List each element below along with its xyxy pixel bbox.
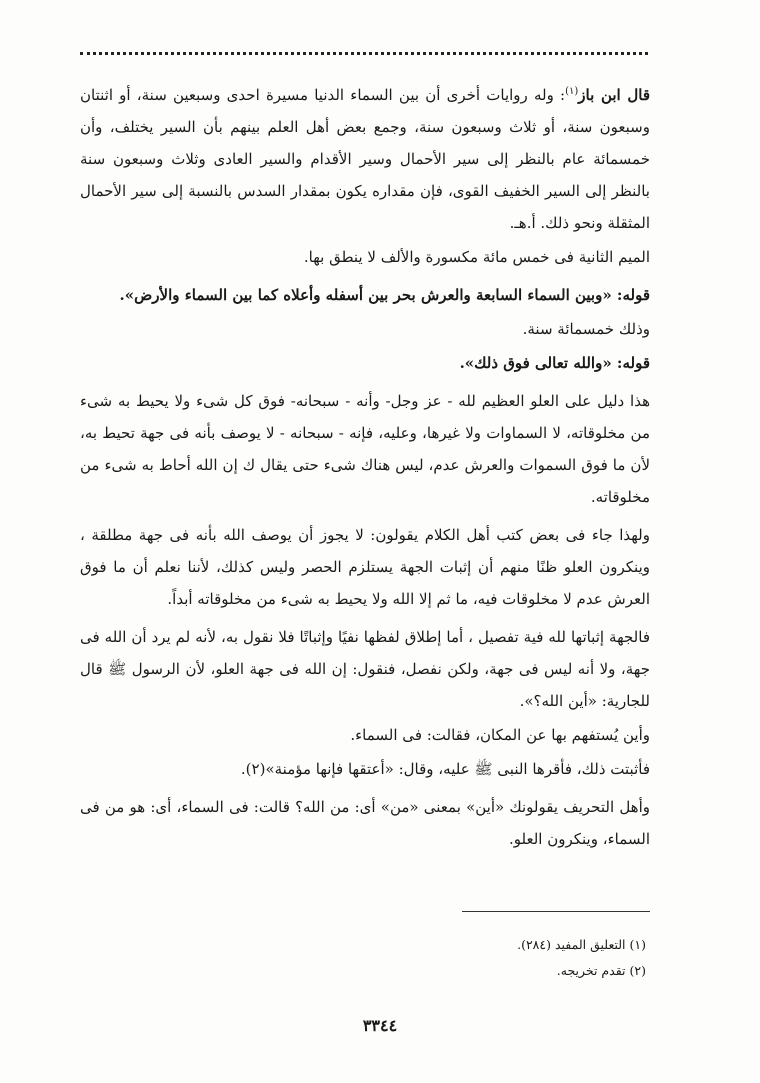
paragraph-text: فأثبتت ذلك، فأقرها النبى ﷺ عليه، وقال: «أعتقها فإنها مؤمنة»(٢). [240,760,650,778]
paragraph-meem [80,241,650,273]
footnote-separator [462,911,650,912]
paragraph-text: فالجهة إثباتها لله فية تفصيل ، أما إطلاق لفظها نفيًا وإثباتًا فلا نقول به، لأنه لم يرد أن الله فى جهة، ولا أنه ليس فى جهة، ولكن نفصل، فنقول: إن الله فى جهة العلو، لأن الرسول ﷺ قال للجارية: «أين الله؟». [80,628,650,710]
page-number: ٣٣٤٤ [362,1016,398,1035]
footnote-1: (١) التعليق المفيد (٢٨٤). [517,937,646,952]
quoted-text: قوله: «والله تعالى فوق ذلك». [459,354,650,372]
paragraph-text: الميم الثانية فى خمس مائة مكسورة والألف لا ينطق بها. [303,248,650,266]
paragraph-where [80,719,650,751]
paragraph-quote-sea [80,279,650,311]
dotted-header-rule [80,52,648,55]
paragraph-kalam [80,519,650,615]
paragraph-text: وأهل التحريف يقولونك «أين» بمعنى «من» أى: من الله؟ قالت: فى السماء، أى: هو من فى السماء، وينكرون العلو. [80,798,650,848]
paragraph-quote-above [80,347,650,379]
paragraph-text: هذا دليل على العلو العظيم لله - عز وجل- وأنه - سبحانه- فوق كل شىء ولا يحيط به شىء من مخلوقاته، لا السماوات ولا غيرها، وعليه، فإنه - سبحانه - لا يوصف بأنه فى جهة تحيط به، لأن ما فوق السموات والعرش عدم، ليس هناك شىء حتى يقال ك إن الله أحاط به شىء من مخلوقاته. [80,392,650,506]
paragraph-distortion [80,791,650,855]
paragraph-text: وذلك خمسمائة سنة. [522,320,650,338]
paragraph-confirmed [80,753,650,785]
paragraph-five-hundred [80,313,650,345]
paragraph-ibn-baz [80,76,650,239]
paragraph-text: ولهذا جاء فى بعض كتب أهل الكلام يقولون: لا يجوز أن يوصف الله بأنه فى جهة مطلقة ، وينكرون العلو ظنًا منهم أن إثبات الجهة يستلزم الحصر وليس كذلك، لأننا نعلم أن ما فوق العرش عدم لا مخلوقات فيه، ما ثم إلا الله ولا يحيط به شىء من مخلوقاته أبداً. [80,526,650,608]
footnotes [80,932,646,984]
footnote-ref: (١) [565,86,579,97]
paragraph-evidence [80,385,650,513]
main-text [80,76,650,857]
paragraph-direction [80,621,650,717]
paragraph-lead: قال ابن باز [578,86,650,104]
quoted-text: قوله: «وبين السماء السابعة والعرش بحر بين أسفله وأعلاه كما بين السماء والأرض». [119,286,650,304]
paragraph-text: : وله روايات أخرى أن بين السماء الدنيا مسيرة احدى وسبعين سنة، أو اثنتان وسبعون سنة، أو ثلاث وسبعون سنة، وجمع بعض أهل العلم بينهم بأن السير يختلف، وأن خمسمائة عام بالنظر إلى سير الأحمال وسير الأقدام والسير العادى وثلاث وسبعون سنة بالنظر إلى السير الخفيف القوى، فإن مقداره يكون بمقدار السدس بالنسبة إلى سير الأحمال المثقلة ونحو ذلك. أ.هـ. [80,86,650,232]
paragraph-text: وأين يُستفهم بها عن المكان، فقالت: فى السماء. [350,726,650,744]
footnote-2: (٢) تقدم تخريجه. [556,963,646,978]
